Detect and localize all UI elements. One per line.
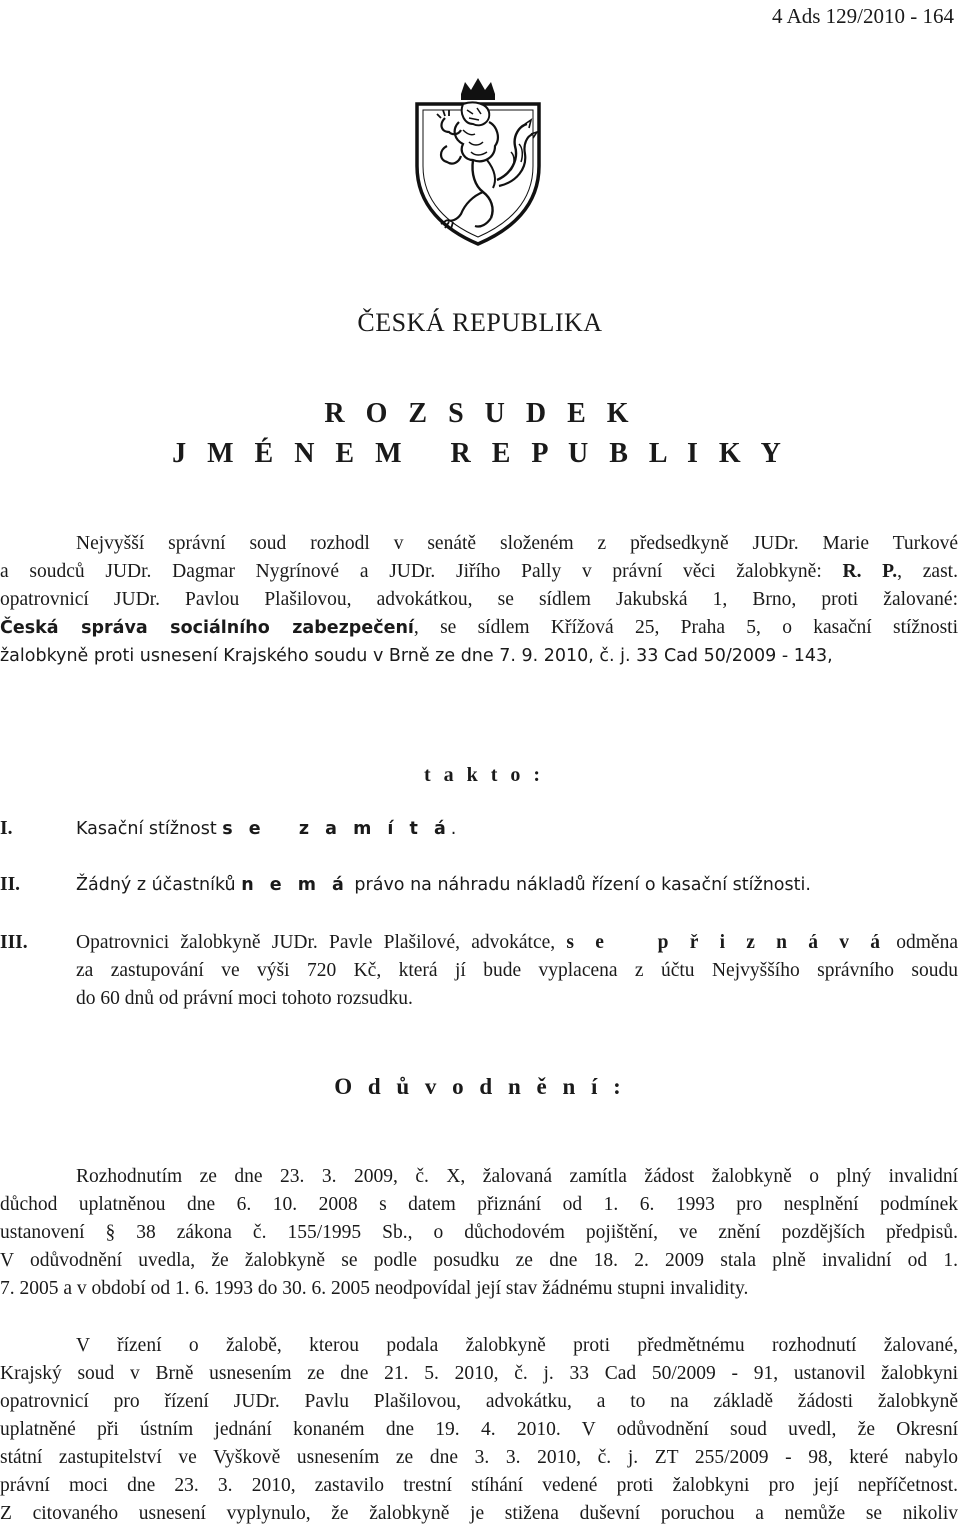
- intro-line: žalobkyně proti usnesení Krajského soudu v Brně ze dne 7. 9. 2010, č. j. 33 Cad 50/2009 - 143,: [0, 646, 833, 666]
- intro-text: a soudců JUDr. Dagmar Nygrínové a JUDr. Jiřího Pally v právní věci žalobkyně:: [0, 561, 843, 582]
- paragraph-line: Z citovaného usnesení vyplynulo, že žalobkyně je stižena duševní poruchou a nemůže se nikoliv: [0, 1503, 958, 1524]
- item-text: do 60 dnů od právní moci tohoto rozsudku.: [76, 988, 413, 1009]
- intro-line: [0, 614, 958, 642]
- intro-line: [0, 558, 958, 586]
- item-text: za zastupování ve výši 720 Kč, která jí bude vyplacena z účtu Nejvyššího správního soudu: [76, 960, 958, 981]
- item-text: Opatrovnici žalobkyně JUDr. Pavle Plašilové, advokátce, s e p ř i z n á v á odměna: [76, 932, 958, 953]
- judgment-title: R O Z S U D E K: [324, 398, 636, 429]
- paragraph-line: V řízení o žalobě, kterou podala žalobkyně proti předmětnému rozhodnutí žalované,: [76, 1335, 958, 1356]
- czech-lion-coat-of-arms-icon: [411, 74, 545, 246]
- paragraph-line: důchod uplatněnou dne 6. 10. 2008 s datem přiznání od 1. 6. 1993 pro nesplnění podmínek: [0, 1194, 958, 1215]
- intro-text: , se sídlem Křížová 25, Praha 5, o kasační stížnosti: [413, 617, 958, 638]
- item-number: II.: [0, 874, 21, 895]
- paragraph-line: 7. 2005 a v období od 1. 6. 1993 do 30. 6. 2005 neodpovídal její stav žádnému stupni invalidity.: [0, 1278, 749, 1299]
- paragraph-line: právní moci dne 23. 3. 2010, zastavilo trestní stíhání vedené proti žalobkyni pro její nepříčetnost.: [0, 1475, 958, 1496]
- reasoning-heading: O d ů v o d n ě n í :: [334, 1074, 626, 1099]
- intro-text: , zast.: [897, 561, 958, 582]
- defendant-name: Česká správa sociálního zabezpečení: [0, 618, 414, 638]
- paragraph-line: V odůvodnění uvedla, že žalobkyně se podle posudku ze dne 18. 2. 2009 stala plně invalidní od 1.: [0, 1250, 958, 1271]
- item-number: I.: [0, 818, 13, 839]
- intro-line: opatrovnicí JUDr. Pavlou Plašilovou, advokátkou, se sídlem Jakubská 1, Brno, proti žalované:: [0, 589, 958, 610]
- item-emphasis: s e p ř i z n á v á: [566, 932, 886, 953]
- paragraph-line: ustanovení § 38 zákona č. 155/1995 Sb., o důchodovém pojištění, ve znění pozdějších předpisů.: [0, 1222, 958, 1243]
- item-emphasis: s e z a m í t á: [222, 819, 451, 839]
- judgment-subtitle: J M É N E M R E P U B L I K Y: [172, 438, 788, 469]
- paragraph-line: státní zastupitelství ve Vyškově usnesením ze dne 3. 3. 2010, č. j. ZT 255/2009 - 98, které nabylo: [0, 1447, 958, 1468]
- country-name: ČESKÁ REPUBLIKA: [357, 308, 603, 337]
- takto-heading: t a k t o :: [423, 764, 545, 786]
- plaintiff-initials: R. P.: [842, 561, 898, 582]
- paragraph-line: opatrovnicí pro řízení JUDr. Pavlu Plašilovou, advokátku, a to na základě žádosti žalobkyně: [0, 1391, 958, 1412]
- reasoning-paragraph-1: [0, 1163, 958, 1303]
- paragraph-line: Rozhodnutím ze dne 23. 3. 2009, č. X, žalovaná zamítla žádost žalobkyně o plný invalidní: [76, 1166, 958, 1187]
- reasoning-paragraph-2: [0, 1332, 958, 1528]
- item-emphasis: n e m á: [241, 875, 349, 895]
- paragraph-line: Krajský soud v Brně usnesením ze dne 21. 5. 2010, č. j. 33 Cad 50/2009 - 91, ustanovil žalobkyni: [0, 1363, 958, 1384]
- file-number: 4 Ads 129/2010 - 164: [771, 4, 954, 28]
- intro-paragraph: [0, 530, 958, 670]
- item-text: Kasační stížnost s e z a m í t á.: [76, 819, 457, 839]
- paragraph-line: uplatněné při ústním jednání konaném dne 19. 4. 2010. V odůvodnění soud uvedl, že Okresní: [0, 1419, 958, 1440]
- item-text: Žádný z účastníků n e m á právo na náhradu nákladů řízení o kasační stížnosti.: [76, 875, 811, 895]
- item-number: III.: [0, 932, 28, 953]
- intro-line: Nejvyšší správní soud rozhodl v senátě složeném z předsedkyně JUDr. Marie Turkové: [76, 533, 958, 554]
